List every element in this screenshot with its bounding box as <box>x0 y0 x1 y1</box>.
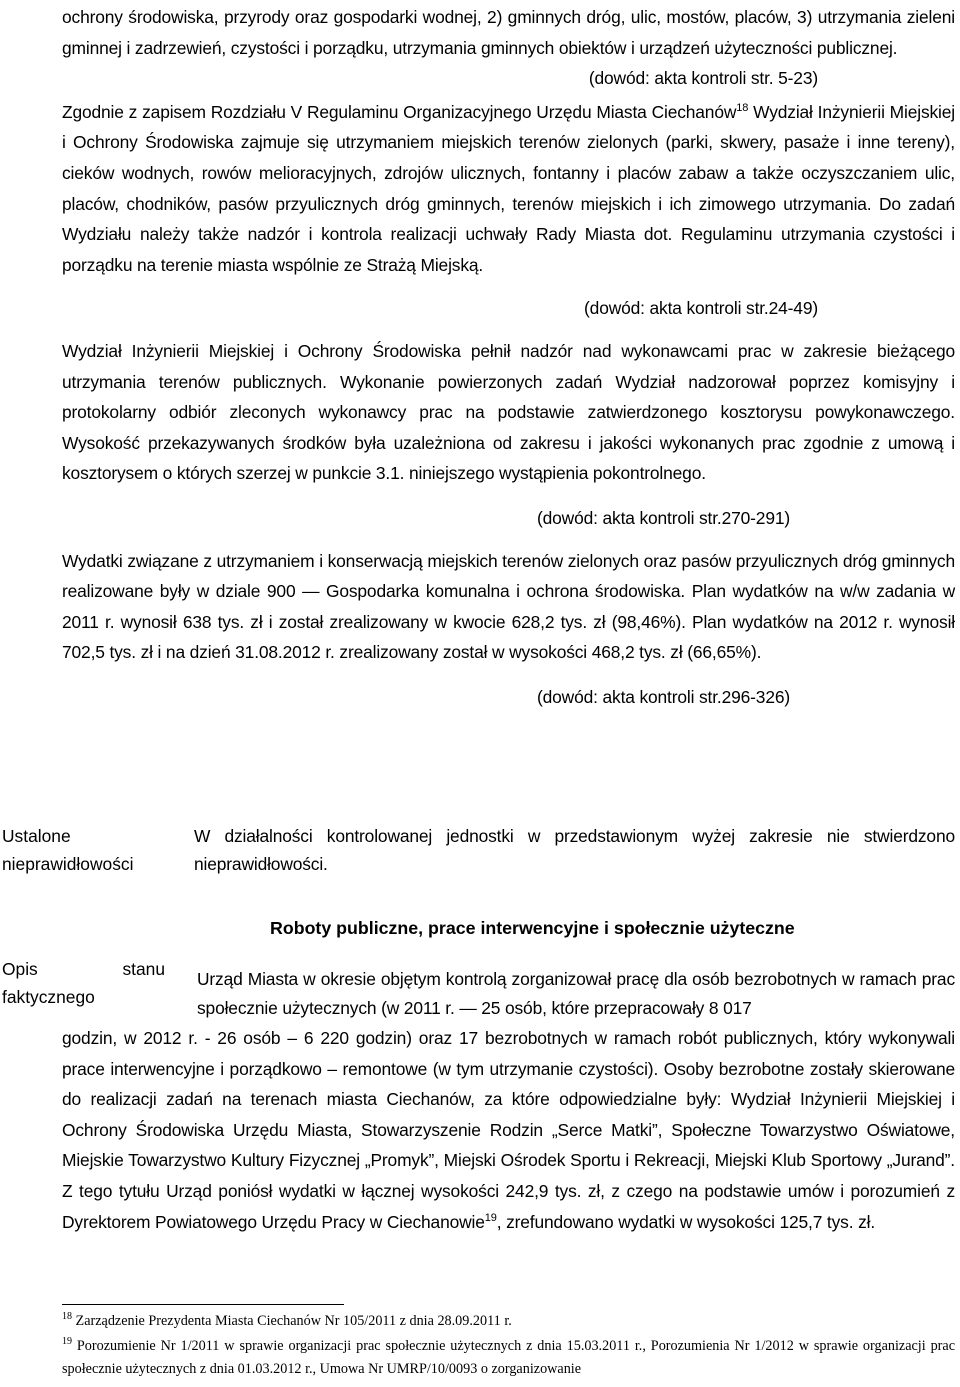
factual-state-label: Opis stanu faktycznego <box>2 959 165 1007</box>
section-heading: Roboty publiczne, prace interwencyjne i społecznie użyteczne <box>270 918 795 938</box>
evidence-ref-2: (dowód: akta kontroli str.24-49) <box>584 298 818 319</box>
footnote-19: $^{19}$ Porozumienie Nr 1/2011 w sprawie organizacji prac społecznie użytecznych z dnia 15.03.2011 r., Porozumienia Nr 1/2012 w sprawie organizacji prac społecznie użytecznych z dnia 01.03.2012 r., Umowa Nr UMRP/10/0093 o zorganizowanie <box>62 1336 955 1377</box>
paragraph-expenses: Wydatki związane z utrzymaniem i konserwacją miejskich terenów zielonych oraz pasów przyulicznych dróg gminnych realizowane były w dziale 900 — Gospodarka komunalna i ochrona środowiska. Plan wydatków na w/w zadania w 2011 r. wynosił 638 tys. zł i został zrealizowany w kwocie 628,2 tys. zł (98,46%). Plan wydatków na 2012 r. wynosił 702,5 tys. zł i na dzień 31.08.2012 r. zrealizowany został w wysokości 468,2 tys. zł (66,65%). <box>62 550 955 663</box>
paragraph-tasks-continuation: ochrony środowiska, przyrody oraz gospodarki wodnej, 2) gminnych dróg, ulic, mostów, placów, 3) utrzymania zieleni gminnej i zadrzewień, czystości i porządku, utrzymania gminnych obiektów i urządzeń użyteczności publicznej. <box>62 7 955 58</box>
footnote-18: $^{18}$ Zarządzenie Prezydenta Miasta Ciechanów Nr 105/2011 z dnia 28.09.2011 r. <box>62 1311 512 1329</box>
evidence-ref-4: (dowód: akta kontroli str.296-326) <box>537 686 790 707</box>
irregularities-text: W działalności kontrolowanej jednostki w przedstawionym wyżej zakresie nie stwierdzono nieprawidłowości. <box>194 826 955 874</box>
main-text-block-1 <box>62 2 955 712</box>
factual-state-paragraph: godzin, w 2012 r. - 26 osób – 6 220 godzin) oraz 17 bezrobotnych w ramach robót publicznych, który wykonywali prace interwencyjne i porządkowo – remontowe (w tym utrzymanie czystości). Osoby bezrobotne zostały skierowane do realizacji zadań na terenach miasta Ciechanów, za które odpowiedzialne były: Wydział Inżynierii Miejskiej i Ochrony Środowiska Urzędu Miasta, Stowarzyszenie Rodzin „Serce Matki”, Społeczne Towarzystwo Oświatowe, Miejskie Towarzystwo Kultury Fizycznej „Promyk”, Miejski Ośrodek Sportu i Rekreacji, Miejski Klub Sportowy „Jurand”. Z tego tytułu Urząd poniósł wydatki w łącznej wysokości 242,9 tys. zł, z czego na podstawie umów i porozumień z Dyrektorem Powiatowego Urzędu Pracy w Ciechanowie$^{19}$, zrefundowano wydatki w wysokości 125,7 tys. zł. <box>62 1028 955 1232</box>
footnote-ref-19: 19 <box>484 1211 497 1224</box>
footnote-separator <box>62 1304 344 1305</box>
evidence-ref-1: (dowód: akta kontroli str. 5-23) <box>588 68 818 89</box>
paragraph-supervision: Wydział Inżynierii Miejskiej i Ochrony Środowiska pełnił nadzór nad wykonawcami prac w zakresie bieżącego utrzymania terenów publicznych. Wykonanie powierzonych zadań Wydział nadzorował poprzez komisyjny i protokolarny odbiór zleconych wykonawcy prac na podstawie zatwierdzonego kosztorysu powykonawczego. Wysokość przekazywanych środków była uzależniona od zakresu i jakości wykonanych prac zgodnie z umową i kosztorysem o których szerzej w punkcie 3.1. niniejszego wystąpienia pokontrolnego. <box>62 340 955 484</box>
footnotes <box>62 1310 955 1381</box>
irregularities-label: Ustalone nieprawidłowości <box>2 826 134 874</box>
evidence-ref-3: (dowód: akta kontroli str.270-291) <box>537 507 790 528</box>
footnote-ref-18: 18 <box>736 101 749 114</box>
paragraph-regulations: Zgodnie z zapisem Rozdziału V Regulaminu Organizacyjnego Urzędu Miasta Ciechanów$^{18}$ Wydział Inżynierii Miejskiej i Ochrony Środowiska zajmuje się utrzymaniem miejskich terenów zielonych (parki, skwery, pasaże i inne tereny), cieków wodnych, rowów melioracyjnych, zdrojów ulicznych, fontanny i placów zabaw a także oczyszczaniem ulic, placów, chodników, pasów przyulicznych dróg gminnych, terenów miejskich i ich zimowego utrzymania. Do zadań Wydziału należy także nadzór i kontrola realizacji uchwały Rady Miasta dot. Regulaminu utrzymania czystości i porządku na terenie miasta wspólnie ze Strażą Miejską. <box>62 101 955 275</box>
factual-state-first-lines: Urząd Miasta w okresie objętym kontrolą zorganizował pracę dla osób bezrobotnych w ramach prac społecznie użytecznych (w 2011 r. — 25 osób, które przepracowały 8 017 <box>197 969 955 1018</box>
